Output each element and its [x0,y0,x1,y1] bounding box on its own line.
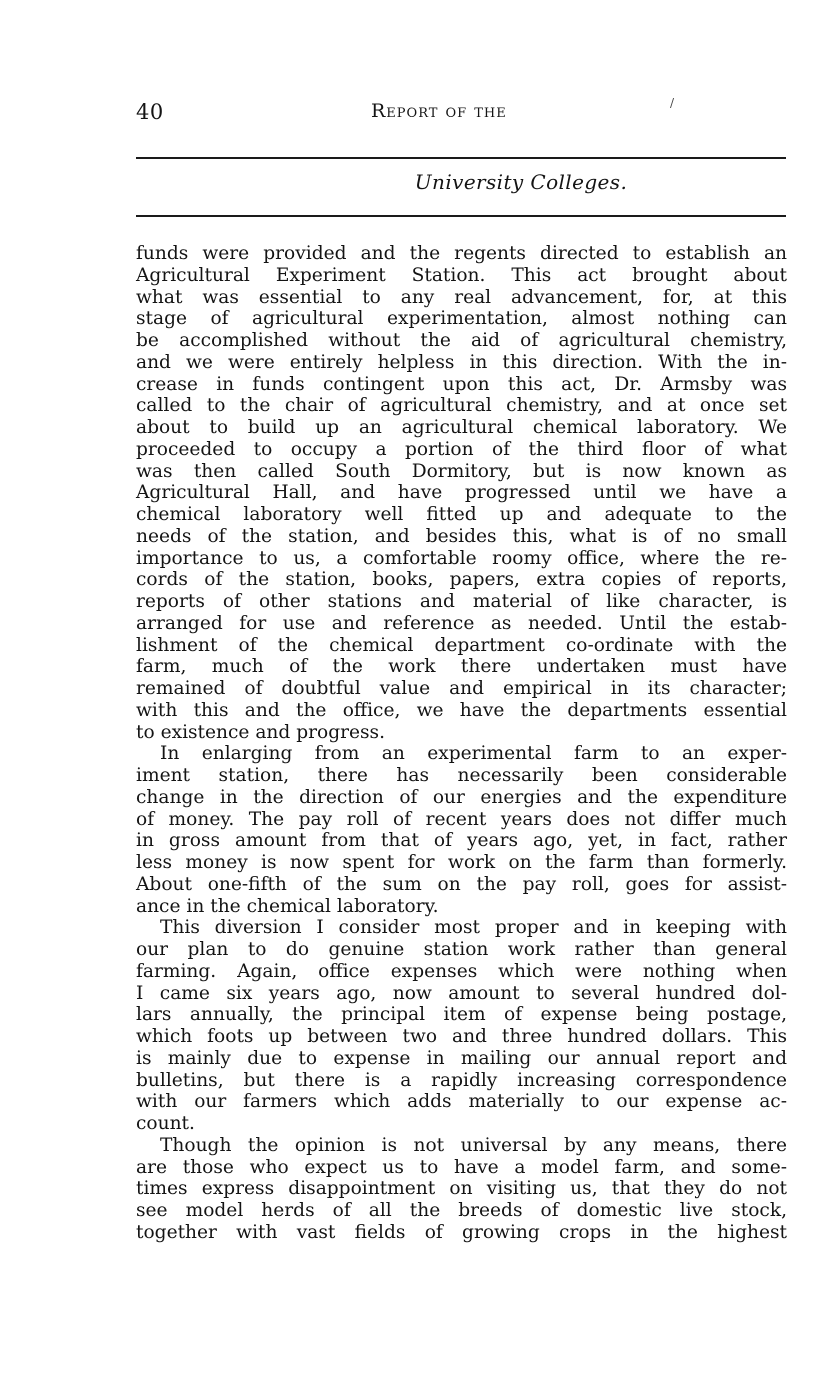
text-line: funds were provided and the regents directed to establish an [136,243,787,264]
text-line: count. [136,1113,195,1134]
text-line: reports of other stations and material of like character, is [136,591,787,612]
text-line: which foots up between two and three hundred dollars. This [136,1026,787,1047]
text-line: to existence and progress. [136,721,385,743]
text-line: called to the chair of agricultural chemistry, and at once set [136,395,787,417]
text-line: be accomplished without the aid of agricultural chemistry, [136,330,787,351]
page-header [136,96,786,130]
text-line: This diversion I consider most proper and in keeping with [160,917,787,939]
text-line: lishment of the chemical department co-ordinate with the [136,634,787,656]
text-line: change in the direction of our energies and the expenditure [136,786,787,808]
text-line: with this and the office, we have the departments essential [136,699,787,721]
text-line: together with vast fields of growing crops in the highest [136,1221,787,1243]
text-line: Though the opinion is not universal by any means, there [160,1134,787,1156]
text-line: are those who expect us to have a model farm, and some- [136,1156,787,1178]
text-line: and we were entirely helpless in this direction. With the in- [136,351,787,373]
text-line: stage of agricultural experimentation, almost nothing can [136,308,787,330]
section-heading-text: University Colleges. [414,170,628,194]
text-line: is mainly due to expense in mailing our annual report and [136,1047,787,1069]
text-line: times express disappointment on visiting us, that they do not [136,1178,787,1200]
text-line: About one-fifth of the sum on the pay roll, goes for assist- [136,873,787,895]
text-line: In enlarging from an experimental farm to an exper- [160,743,787,765]
text-line: Agricultural Hall, and have progressed until we have a [136,482,787,504]
text-line: about to build up an agricultural chemical laboratory. We [136,417,787,438]
body-text [136,243,787,1244]
text-line: arranged for use and reference as needed. Until the estab- [136,612,787,634]
text-line: remained of doubtful value and empirical in its character; [136,678,787,699]
text-line: our plan to do genuine station work rather than general [136,939,787,960]
text-line: importance to us, a comfortable roomy office, where the re- [136,547,787,569]
text-line: I came six years ago, now amount to several hundred dol- [136,982,787,1004]
header-rule-bottom [136,215,786,217]
text-line: of money. The pay roll of recent years does not differ much [136,808,787,830]
text-line: farming. Again, office expenses which were nothing when [136,960,787,982]
text-line: farm, much of the work there undertaken must have [136,656,787,678]
page-number: 40 [136,100,164,124]
running-head: Report of the [371,100,507,122]
stray-mark: / [670,96,675,110]
text-line: Agricultural Experiment Station. This act brought about [136,264,787,286]
header-rule-top [136,157,786,159]
text-line: less money is now spent for work on the farm than formerly. [136,852,787,873]
text-line: was then called South Dormitory, but is now known as [136,460,787,482]
text-line: proceeded to occupy a portion of the third floor of what [136,438,787,460]
text-line: iment station, there has necessarily been considerable [136,765,787,786]
text-line: ance in the chemical laboratory. [136,895,439,917]
text-line: what was essential to any real advancement, for, at this [136,286,787,308]
text-line: lars annually, the principal item of expense being postage, [136,1004,787,1026]
section-heading [136,170,786,194]
text-line: cords of the station, books, papers, extra copies of reports, [136,569,787,591]
text-line: chemical laboratory well fitted up and adequate to the [136,504,787,525]
text-line: bulletins, but there is a rapidly increasing correspondence [136,1069,787,1091]
text-line: in gross amount from that of years ago, yet, in fact, rather [136,830,787,852]
text-line: with our farmers which adds materially to our expense ac- [136,1091,787,1113]
text-line: see model herds of all the breeds of domestic live stock, [136,1200,787,1221]
text-line: crease in funds contingent upon this act, Dr. Armsby was [136,373,787,395]
text-line: needs of the station, and besides this, what is of no small [136,525,787,547]
